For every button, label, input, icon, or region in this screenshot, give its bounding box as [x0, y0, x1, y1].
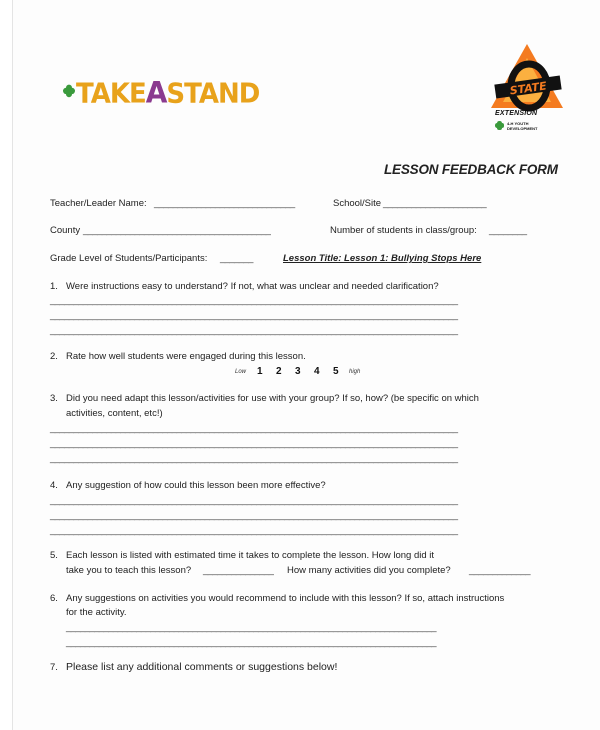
- q1-text: Were instructions easy to understand? If not, what was unclear and needed clarification?: [66, 281, 439, 292]
- q4-number: 4.: [50, 480, 58, 491]
- q3-number: 3.: [50, 393, 58, 404]
- school-label: School/Site: [333, 198, 382, 209]
- take-a-stand-logo: [63, 75, 259, 110]
- scale-low-label: Low: [235, 369, 247, 375]
- q5-number: 5.: [50, 550, 58, 561]
- q2-number: 2.: [50, 351, 58, 362]
- q2-text: Rate how well students were engaged during this lesson.: [66, 351, 306, 362]
- scale-option-5[interactable]: 5: [333, 366, 339, 377]
- school-field[interactable]: ______________________: [383, 198, 487, 209]
- q5-time-field[interactable]: _______________: [203, 565, 274, 576]
- q1-number: 1.: [50, 281, 58, 292]
- q4-answer-line[interactable]: _______________________________________________________________________________________: [50, 495, 458, 506]
- q6-number: 6.: [50, 593, 58, 604]
- logo-state-text: STATE: [508, 79, 548, 98]
- county-label: County: [50, 225, 81, 236]
- q1-answer-line[interactable]: _______________________________________________________________________________________: [50, 310, 458, 321]
- q5-text-line2a: take you to teach this lesson?: [66, 565, 192, 576]
- q5-text-line2b: How many activities did you complete?: [287, 565, 451, 576]
- q5-text-line1: Each lesson is listed with estimated time it takes to complete the lesson. How long did it: [66, 550, 435, 561]
- youth-dev-line2: DEVELOPMENT: [507, 125, 538, 131]
- q6-text-line1: Any suggestions on activities you would recommend to include with this lesson? If so, attach instructions: [66, 593, 505, 604]
- grade-field[interactable]: _______: [220, 253, 253, 264]
- logo-stand: STAND: [166, 78, 260, 110]
- scale-option-4[interactable]: 4: [314, 366, 320, 377]
- youth-dev-text: [507, 122, 537, 131]
- clover-icon: [63, 85, 75, 98]
- q3-text-line2: activities, content, etc!): [66, 408, 163, 419]
- q4-answer-line[interactable]: _______________________________________________________________________________________: [50, 510, 458, 521]
- students-label: Number of students in class/group:: [330, 225, 477, 236]
- q3-answer-line[interactable]: _______________________________________________________________________________________: [50, 453, 458, 464]
- teacher-label: Teacher/Leader Name:: [50, 198, 147, 209]
- scale-option-2[interactable]: 2: [276, 366, 282, 377]
- students-field[interactable]: ________: [489, 225, 527, 236]
- logo-a: A: [145, 75, 167, 110]
- teacher-field[interactable]: ______________________________: [154, 198, 295, 209]
- extension-text: EXTENSION: [495, 110, 538, 117]
- q5-activities-field[interactable]: _____________: [469, 565, 530, 576]
- form-title: LESSON FEEDBACK FORM: [384, 162, 558, 177]
- osu-extension-logo: [483, 40, 573, 140]
- youth-dev-line1: 4-H YOUTH: [507, 121, 529, 126]
- q6-answer-line[interactable]: _______________________________________________________________________________: [66, 637, 436, 648]
- scale-high-label: high: [349, 369, 361, 375]
- q7-text: Please list any additional comments or suggestions below!: [66, 661, 338, 673]
- q3-answer-line[interactable]: _______________________________________________________________________________________: [50, 438, 458, 449]
- q6-text-line2: for the activity.: [66, 607, 127, 618]
- q1-answer-line[interactable]: _______________________________________________________________________________________: [50, 295, 458, 306]
- form-page: [12, 0, 600, 730]
- lesson-title: Lesson Title: Lesson 1: Bullying Stops Here: [283, 253, 482, 264]
- county-field[interactable]: ________________________________________: [83, 225, 271, 236]
- clover-small-icon: [495, 121, 504, 130]
- q4-answer-line[interactable]: _______________________________________________________________________________________: [50, 525, 458, 536]
- scale-option-1[interactable]: 1: [257, 366, 263, 377]
- q7-number: 7.: [50, 662, 58, 673]
- q3-text-line1: Did you need adapt this lesson/activities for use with your group? If so, how? (be specific on which: [66, 393, 479, 404]
- q6-answer-line[interactable]: _______________________________________________________________________________: [66, 622, 436, 633]
- q1-answer-line[interactable]: _______________________________________________________________________________________: [50, 325, 458, 336]
- q3-answer-line[interactable]: _______________________________________________________________________________________: [50, 423, 458, 434]
- state-logo-icon: [483, 40, 573, 112]
- grade-label: Grade Level of Students/Participants:: [50, 253, 208, 264]
- logo-take: TAKE: [76, 78, 146, 110]
- scale-option-3[interactable]: 3: [295, 366, 301, 377]
- q4-text: Any suggestion of how could this lesson been more effective?: [66, 480, 326, 491]
